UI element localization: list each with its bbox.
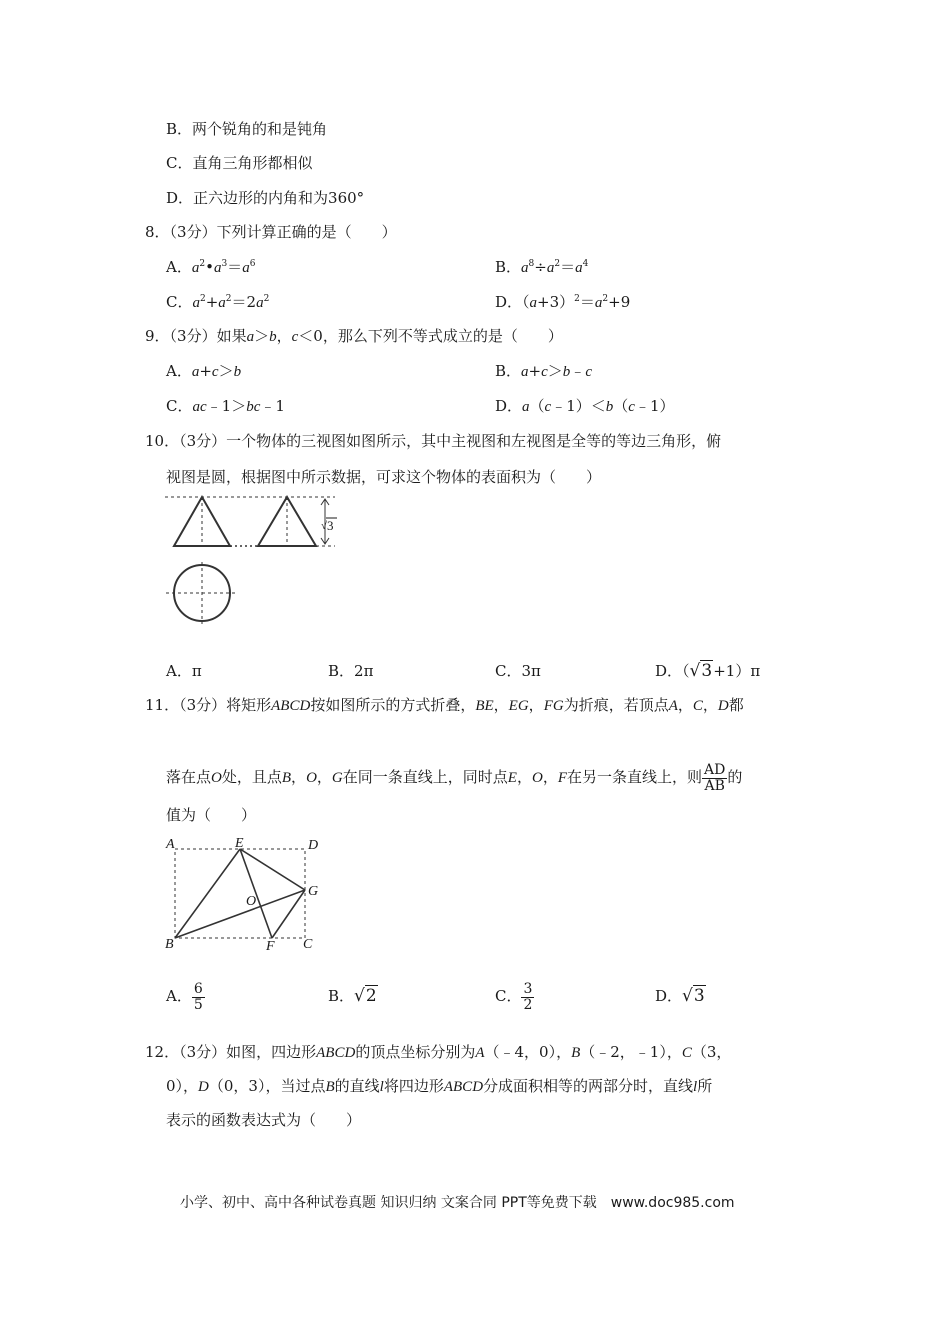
q10-figure-height-label: 3 [327,518,334,533]
q7-option-c: C．直角三角形都相似 [166,154,313,172]
q11-stem-line3: 值为（ ） [166,806,257,824]
q9-option-c: C．ac﹣1＞bc﹣1 [166,397,285,415]
q8-option-c: C．$a^2+a^2=2a^2$ [166,293,270,311]
q11-option-a: A． $\frac{6}{5}$ [166,980,203,1013]
q8-option-b: B．$a^8\div a^2=a^4$ [495,258,589,276]
point-B: B [165,937,174,952]
sqrt: √2 [354,986,377,1006]
q7-option-b: B．两个锐角的和是钝角 [166,120,328,138]
fraction: $\frac{3}{2}$ [523,980,533,1013]
q11-stem-line2: 落在点O处，且点B，O，G在同一条直线上，同时点E，O，F在另一条直线上，则 $\frac{AD}{AB}$ 的 [166,761,743,794]
q9-option-b: B．a+c＞b﹣c [495,362,592,380]
q12-stem-line1: 12．（3分）如图，四边形ABCD的顶点坐标分别为A（﹣4，0），B（﹣2，﹣1），C（3， [145,1043,732,1061]
q8-stem: 8．（3分）下列计算正确的是（ ） [145,223,397,241]
q10-option-d: D．（√3+1）π [655,661,761,681]
page-footer: 小学、初中、高中各种试卷真题 知识归纳 文案合同 PPT等免费下载 www.doc985.com [180,1195,735,1211]
q10-stem-line1: 10．（3分）一个物体的三视图如图所示，其中主视图和左视图是全等的等边三角形，俯 [145,432,722,450]
q8-option-a: A．$a^2•a^3=a^6$ [166,258,256,276]
q9-stem: 9．（3分）如果a＞b，c＜0，那么下列不等式成立的是（ ） [145,327,563,345]
q11-option-d: D．√3 [655,976,706,1016]
q9-option-d: D．a（c﹣1）＜b（c﹣1） [495,397,675,415]
q11-option-c: C． $\frac{3}{2}$ [495,980,533,1013]
q11-folding-figure [160,832,335,954]
point-C: C [303,937,313,952]
point-F: F [266,939,275,954]
point-O: O [246,894,257,909]
q11-option-b: B．√2 [328,976,378,1016]
point-A: A [166,837,175,852]
q11-stem-line1: 11．（3分）将矩形ABCD按如图所示的方式折叠，BE，EG，FG为折痕，若顶点A，C，D都 [145,696,744,714]
fraction: $\frac{6}{5}$ [193,980,203,1013]
point-G: G [308,884,319,899]
q12-stem-line2: 0），D（0，3），当过点B的直线l将四边形ABCD分成面积相等的两部分时，直线l所 [166,1077,713,1095]
sqrt: √3 [682,986,705,1006]
q12-stem-line3: 表示的函数表达式为（ ） [166,1111,362,1129]
q10-option-b: B．2π [328,662,374,680]
q11-ratio-fraction: $\frac{AD}{AB}$ [704,761,726,794]
point-E: E [235,836,244,851]
q7-option-d: D．正六边形的内角和为360° [166,189,365,207]
q10-stem-line2: 视图是圆，根据图中所示数据，可求这个物体的表面积为（ ） [166,468,602,486]
q8-option-d: D．$(a+3)^2=a^2+9$ [495,293,631,311]
q10-three-views-figure [160,492,345,627]
q10-option-a: A．π [166,662,202,680]
sqrt: √3 [689,661,713,681]
svg-text:√: √ [321,520,328,532]
q9-option-a: A．a+c＞b [166,362,242,380]
point-D: D [308,838,319,853]
q10-option-c: C．3π [495,662,541,680]
